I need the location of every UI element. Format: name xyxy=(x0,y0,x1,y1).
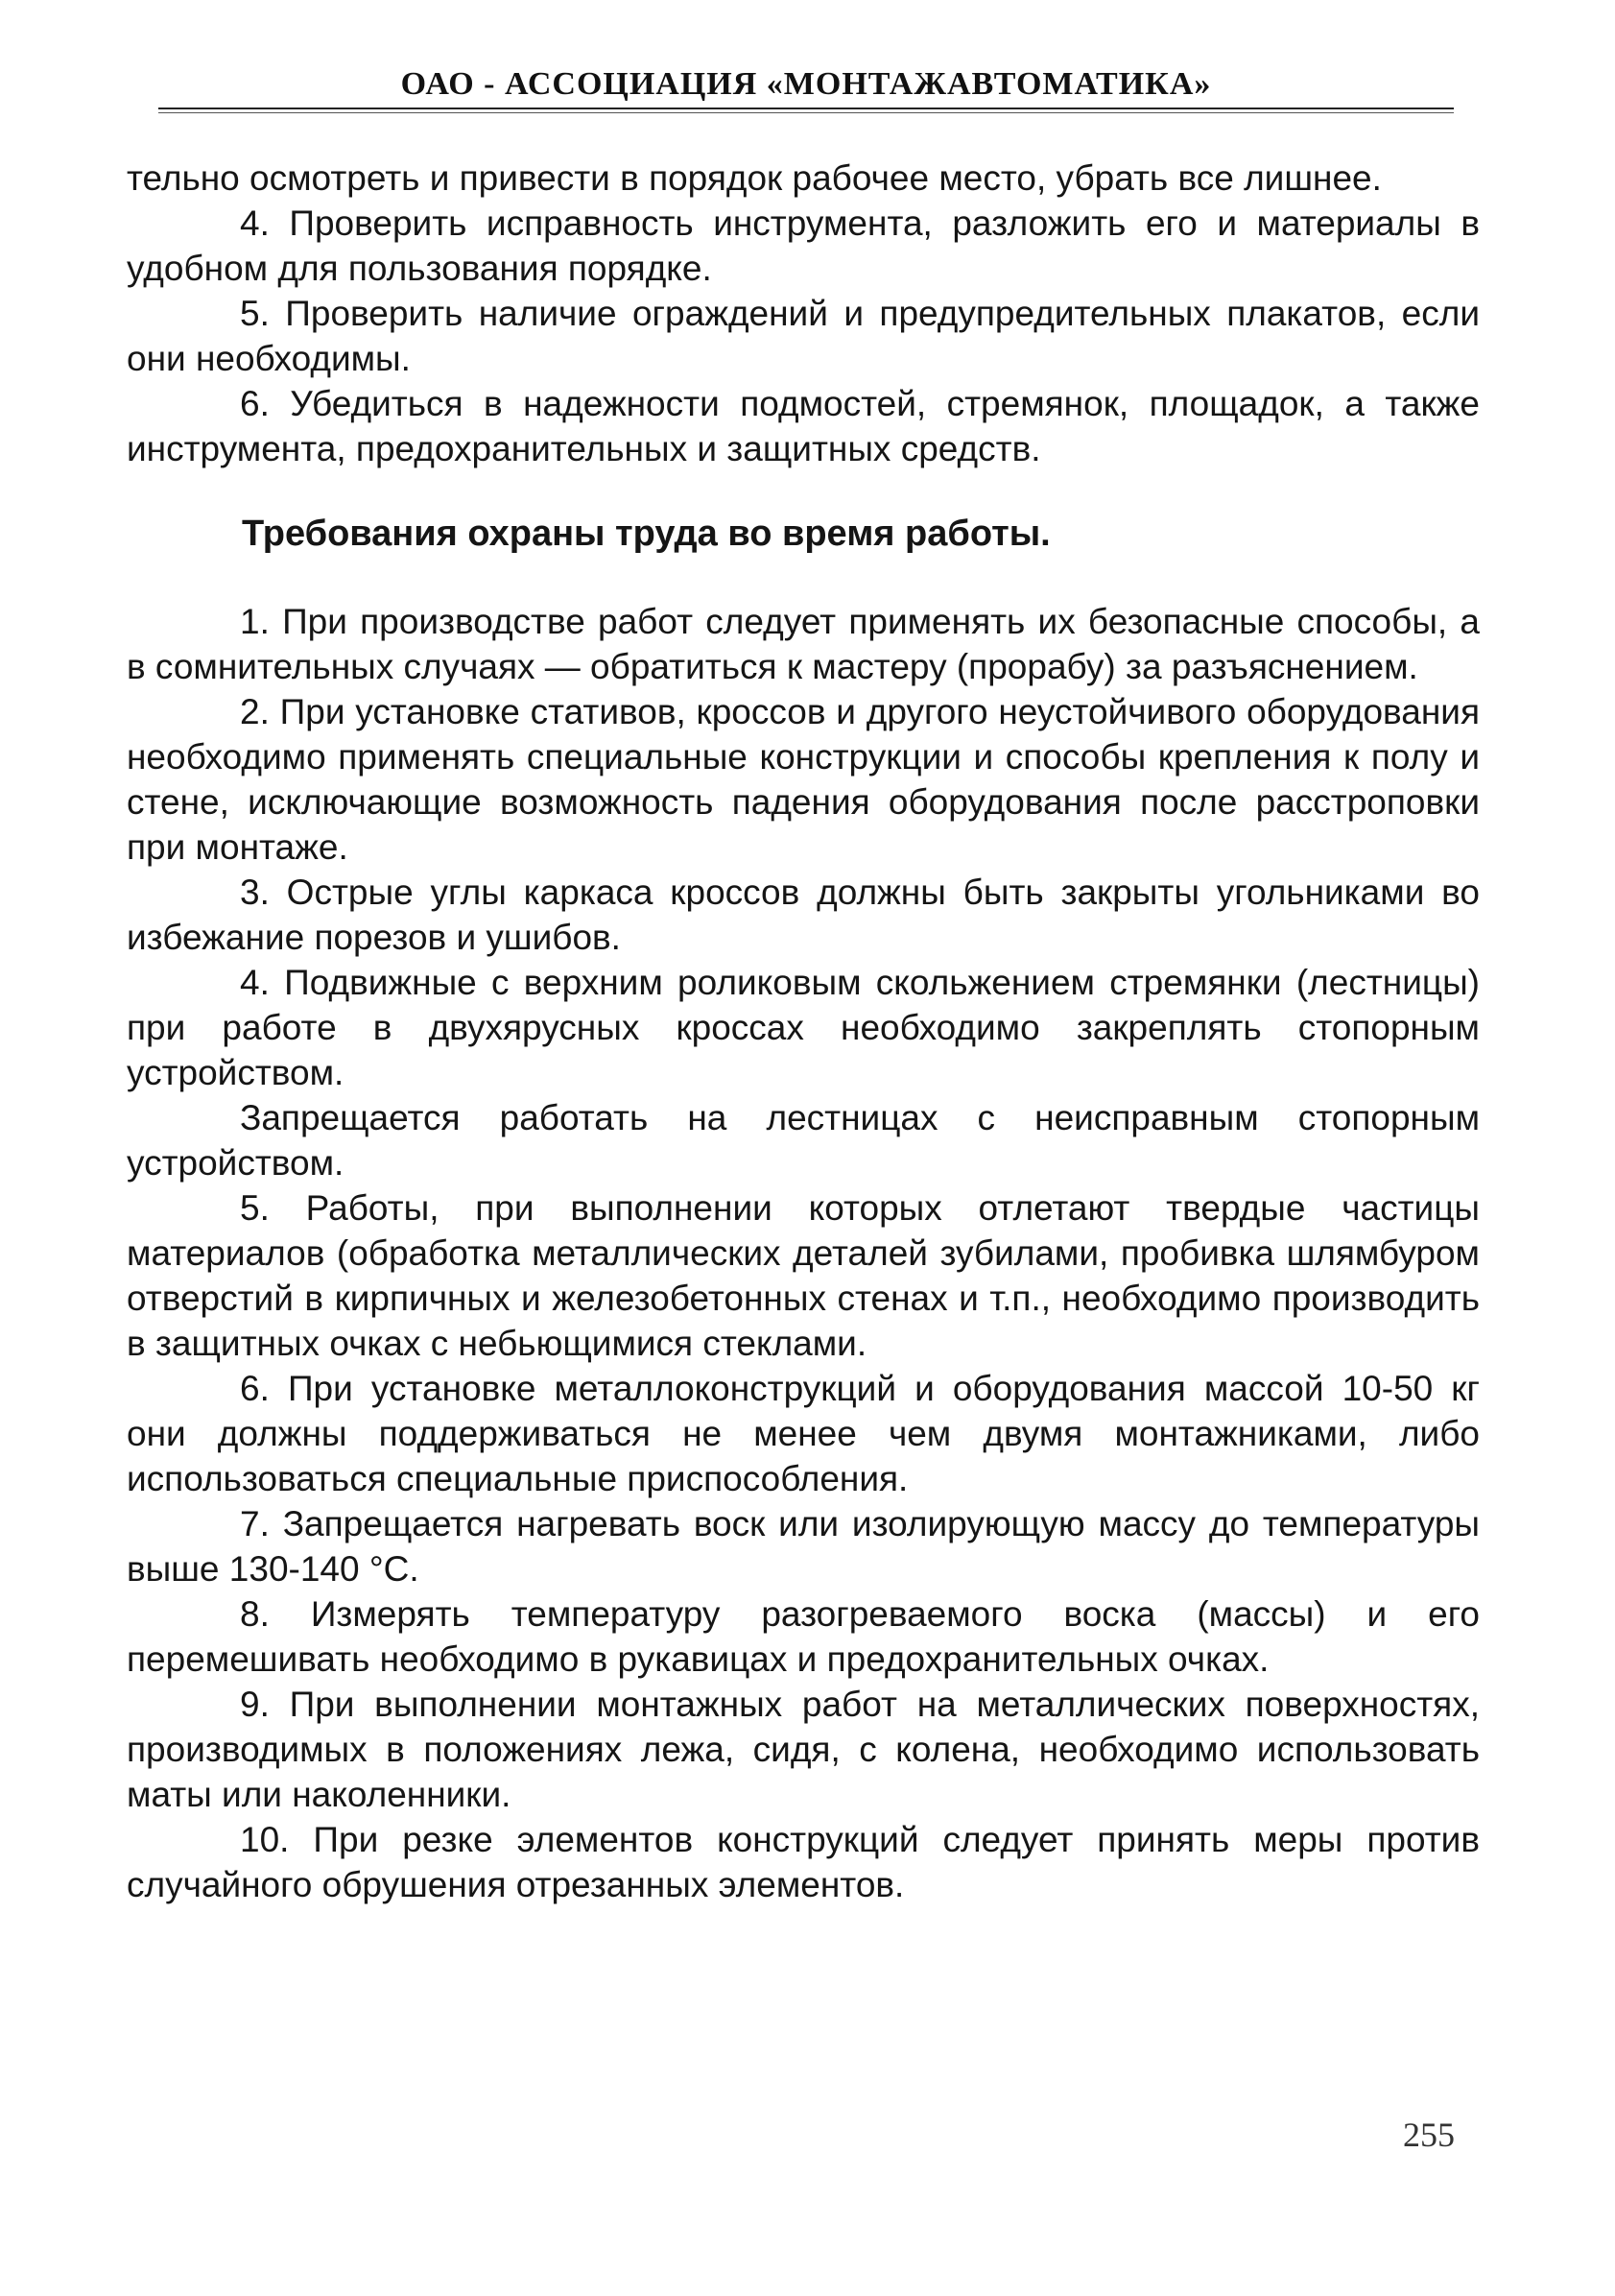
rule-item-3: 3. Острые углы каркаса кроссов должны быть закрыты угольниками во избежание порезов и ушибов. xyxy=(127,873,1480,957)
rule-item-10: 10. При резке элементов конструкций следует принять меры против случайного обрушения отрезанных элементов. xyxy=(127,1820,1480,1904)
rule-item-7: 7. Запрещается нагревать воск или изолирующую массу до температуры выше 130-140 °С. xyxy=(127,1504,1480,1589)
paragraph-item-4: 4. Проверить исправность инструмента, разложить его и материалы в удобном для пользования порядке. xyxy=(127,203,1480,288)
rule-item-5: 5. Работы, при выполнении которых отлетают твердые частицы материалов (обработка металлических деталей зубилами, пробивка шлямбуром отверстий в кирпичных и железобетонных стенах и т.п., необходимо производить в защитных очках с небьющимися стеклами. xyxy=(127,1188,1480,1363)
section-heading: Требования охраны труда во время работы. xyxy=(242,514,1051,554)
page-header xyxy=(158,65,1454,113)
rule-item-1: 1. При производстве работ следует применять их безопасные способы, а в сомнительных случаях — обратиться к мастеру (прорабу) за разъяснением. xyxy=(127,602,1480,686)
rule-item-6: 6. При установке металлоконструкций и оборудования массой 10-50 кг они должны поддерживаться не менее чем двумя монтажниками, либо использоваться специальные приспособления. xyxy=(127,1369,1480,1498)
paragraph-item-6: 6. Убедиться в надежности подмостей, стремянок, площадок, а также инструмента, предохранительных и защитных средств. xyxy=(127,384,1480,468)
rule-item-4-note: Запрещается работать на лестницах с неисправным стопорным устройством. xyxy=(127,1098,1480,1183)
header-title: ОАО - АССОЦИАЦИЯ «МОНТАЖАВТОМАТИКА» xyxy=(400,66,1212,102)
paragraph-item-5: 5. Проверить наличие ограждений и предупредительных плакатов, если они необходимы. xyxy=(127,294,1480,378)
header-rule-secondary xyxy=(158,112,1454,113)
rule-item-4: 4. Подвижные с верхним роликовым скольжением стремянки (лестницы) при работе в двухярусных кроссах необходимо закреплять стопорным устройством. xyxy=(127,963,1480,1092)
rule-item-8: 8. Измерять температуру разогреваемого воска (массы) и его перемешивать необходимо в рукавицах и предохранительных очках. xyxy=(127,1594,1480,1679)
page-body xyxy=(127,155,1480,1907)
paragraph-continuation: тельно осмотреть и привести в порядок рабочее место, убрать все лишнее. xyxy=(127,158,1382,198)
page-number: 255 xyxy=(1403,2116,1455,2154)
header-rule xyxy=(158,108,1454,109)
rule-item-2: 2. При установке стативов, кроссов и другого неустойчивого оборудования необходимо применять специальные конструкции и способы крепления к полу и стене, исключающие возможность падения оборудования после расстроповки при монтаже. xyxy=(127,692,1480,867)
rule-item-9: 9. При выполнении монтажных работ на металлических поверхностях, производимых в положениях лежа, сидя, с колена, необходимо использовать маты или наколенники. xyxy=(127,1685,1480,1814)
